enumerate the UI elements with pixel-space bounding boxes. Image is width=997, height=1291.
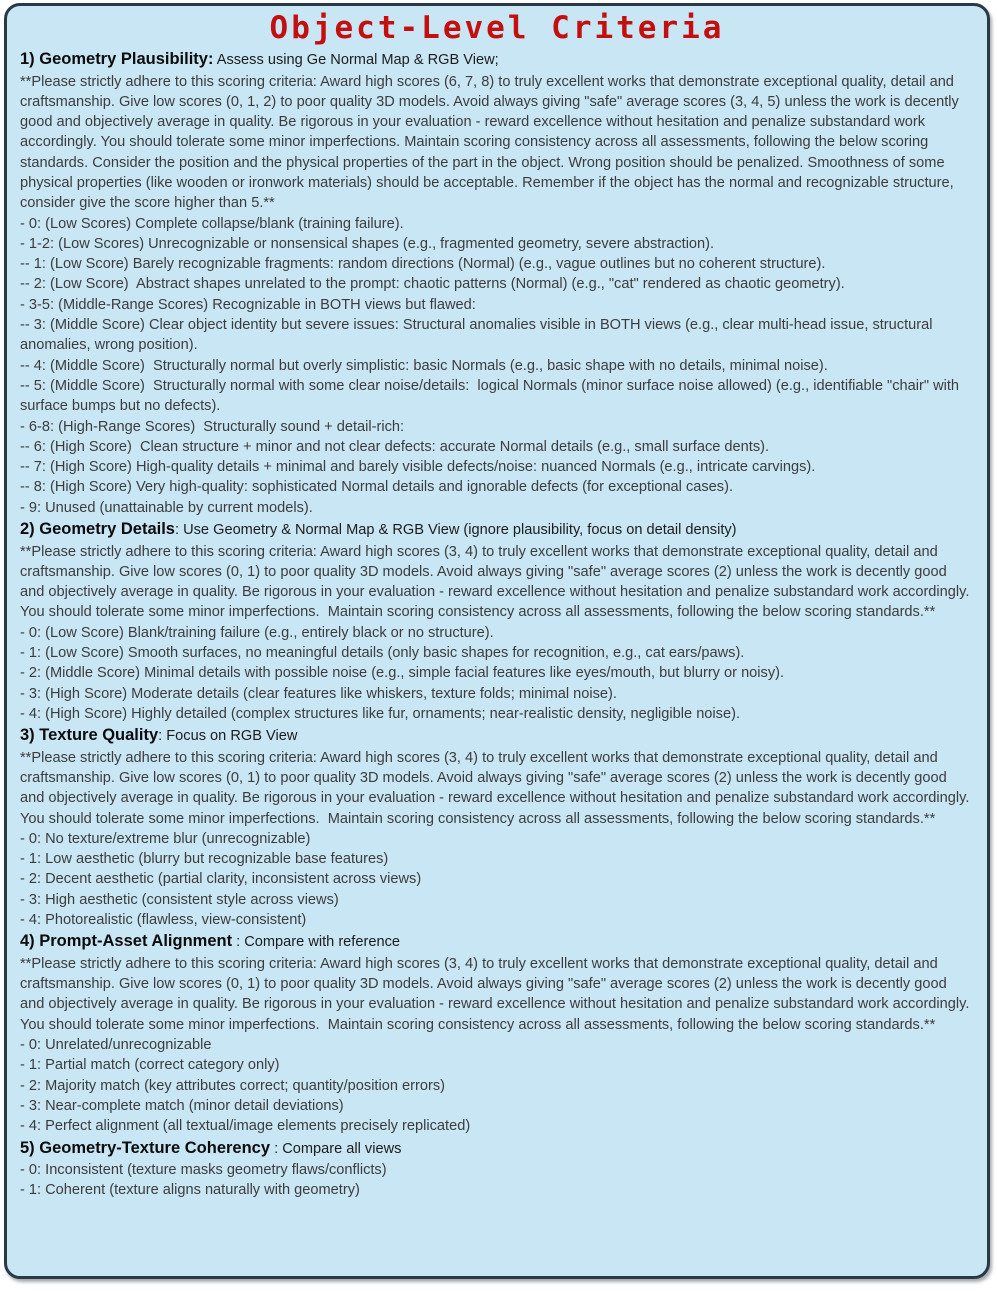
section-heading-subtitle: Assess using Ge Normal Map & RGB View;	[213, 52, 499, 68]
score-item: -- 2: (Low Score) Abstract shapes unrelated to the prompt: chaotic patterns (Normal) (e.g., "cat" rendered as chaotic geometry).	[20, 276, 845, 293]
score-item: -- 7: (High Score) High-quality details + minimal and barely visible defects/noise: nuanced Normals (e.g., intricate carvings).	[20, 459, 816, 476]
page-title: Object-Level Criteria	[269, 10, 725, 46]
score-item: - 0: (Low Score) Blank/training failure (e.g., entirely black or no structure).	[20, 624, 494, 641]
section-items	[20, 1035, 974, 1136]
section-preamble: **Please strictly adhere to this scoring criteria: Award high scores (3, 4) to truly excellent works that demonstrate exceptional quality, detail and craftsmanship. Give low scores (0, 1) to poor quality 3D models. Avoid always giving "safe" average scores (2) unless the work is decently good and objectively average in quality. Be rigorous in your evaluation - reward excellence without hesitation and penalize substandard work accordingly. You should tolerate some minor imperfections. Maintain scoring consistency across all assessments, following the below scoring standards.**	[20, 543, 974, 621]
criteria-panel	[4, 3, 990, 1279]
score-item: - 2: (Middle Score) Minimal details with possible noise (e.g., simple facial features like eyes/mouth, but blurry or noisy).	[20, 665, 785, 682]
section-heading-title: 1) Geometry Plausibility:	[20, 50, 214, 68]
criteria-section	[20, 931, 974, 1136]
section-heading-subtitle: : Focus on RGB View	[158, 728, 298, 745]
score-item: -- 6: (High Score) Clean structure + minor and not clear defects: accurate Normal details (e.g., small surface dents).	[20, 438, 770, 455]
score-item: - 0: Inconsistent (texture masks geometry flaws/conflicts)	[20, 1162, 387, 1179]
score-item: - 3: Near-complete match (minor detail deviations)	[20, 1097, 344, 1114]
score-item: -- 3: (Middle Score) Clear object identity but severe issues: Structural anomalies visible in BOTH views (e.g., clear multi-head issue, structural anomalies, wrong position).	[20, 317, 937, 354]
section-heading-title: 5) Geometry-Texture Coherency	[20, 1138, 271, 1157]
section-heading	[20, 49, 974, 72]
score-item: - 1: Low aesthetic (blurry but recognizable base features)	[20, 851, 389, 868]
section-heading	[20, 725, 974, 748]
score-item: - 1: (Low Score) Smooth surfaces, no meaningful details (only basic shapes for recognition, e.g., cat ears/paws).	[20, 645, 745, 662]
section-heading-subtitle: : Compare with reference	[232, 934, 400, 951]
score-item: -- 5: (Middle Score) Structurally normal with some clear noise/details: logical Normals (minor surface noise allowed) (e.g., identifiable "chair" with surface bumps but no defects).	[20, 377, 964, 415]
section-heading-subtitle: : Use Geometry & Normal Map & RGB View (ignore plausibility, focus on detail density)	[174, 522, 737, 539]
section-preamble: **Please strictly adhere to this scoring criteria: Award high scores (3, 4) to truly excellent works that demonstrate exceptional quality, detail and craftsmanship. Give low scores (0, 1) to poor quality 3D models. Avoid always giving "safe" average scores (2) unless the work is decently good and objectively average in quality. Be rigorous in your evaluation - reward excellence without hesitation and penalize substandard work accordingly. You should tolerate some minor imperfections. Maintain scoring consistency across all assessments, following the below scoring standards.**	[20, 749, 974, 827]
score-item: - 3: (High Score) Moderate details (clear features like whiskers, texture folds; minimal noise).	[20, 685, 617, 702]
score-item: - 3: High aesthetic (consistent style across views)	[20, 891, 339, 908]
score-item: - 0: Unrelated/unrecognizable	[20, 1037, 212, 1054]
section-items	[20, 1160, 974, 1201]
section-items	[20, 214, 974, 518]
score-item: - 4: Photorealistic (flawless, view-consistent)	[20, 912, 307, 929]
criteria-section	[20, 519, 974, 724]
score-item: -- 4: (Middle Score) Structurally normal but overly simplistic: basic Normals (e.g., basic shape with no details, minimal noise).	[20, 357, 828, 374]
section-items	[20, 829, 974, 930]
score-item: - 9: Unused (unattainable by current models).	[20, 499, 313, 516]
section-preamble: **Please strictly adhere to this scoring criteria: Award high scores (3, 4) to truly excellent works that demonstrate exceptional quality, detail and craftsmanship. Give low scores (0, 1) to poor quality 3D models. Avoid always giving "safe" average scores (2) unless the work is decently good and objectively average in quality. Be rigorous in your evaluation - reward excellence without hesitation and penalize substandard work accordingly. You should tolerate some minor imperfections. Maintain scoring consistency across all assessments, following the below scoring standards.**	[20, 955, 974, 1033]
criteria-section	[20, 725, 974, 930]
score-item: - 0: (Low Scores) Complete collapse/blank (training failure).	[20, 215, 404, 232]
section-heading-title: 3) Texture Quality	[20, 726, 159, 745]
score-item: - 2: Decent aesthetic (partial clarity, inconsistent across views)	[20, 871, 422, 888]
score-item: - 2: Majority match (key attributes correct; quantity/position errors)	[20, 1077, 445, 1094]
section-heading-title: 4) Prompt-Asset Alignment	[20, 932, 233, 951]
criteria-section	[20, 1138, 974, 1201]
score-item: -- 8: (High Score) Very high-quality: sophisticated Normal details and ignorable defects (for exceptional cases).	[20, 479, 734, 496]
section-heading-title: 2) Geometry Details	[20, 520, 175, 539]
score-item: - 4: (High Score) Highly detailed (complex structures like fur, ornaments; near-realistic density, negligible noise).	[20, 705, 740, 722]
section-heading	[20, 931, 974, 954]
criteria-section	[20, 49, 974, 518]
score-item: - 4: Perfect alignment (all textual/image elements precisely replicated)	[20, 1118, 471, 1135]
section-items	[20, 623, 974, 724]
section-heading	[20, 519, 974, 542]
score-item: - 6-8: (High-Range Scores) Structurally sound + detail-rich:	[20, 418, 405, 435]
score-item: -- 1: (Low Score) Barely recognizable fragments: random directions (Normal) (e.g., vague outlines but no coherent structure).	[20, 256, 826, 273]
score-item: - 0: No texture/extreme blur (unrecognizable)	[20, 830, 311, 847]
section-heading	[20, 1138, 974, 1161]
criteria-sections	[20, 49, 974, 1201]
score-item: - 1: Coherent (texture aligns naturally with geometry)	[20, 1182, 360, 1199]
section-heading-subtitle: : Compare all views	[270, 1140, 402, 1157]
section-preamble: **Please strictly adhere to this scoring criteria: Award high scores (6, 7, 8) to truly excellent works that demonstrate exceptional quality, detail and craftsmanship. Give low scores (0, 1, 2) to poor quality 3D models. Avoid always giving "safe" average scores (3, 4, 5) unless the work is decently good and objectively average in quality. Be rigorous in your evaluation - reward excellence without hesitation and penalize substandard work accordingly. You should tolerate some minor imperfections. Maintain scoring consistency across all assessments, following the below scoring standards. Consider the position and the physical properties of the part in the object. Wrong position should be penalized. Smoothness of some physical properties (like wooden or ironwork materials) should be acceptable. Remember if the object has the normal and recognizable structure, consider give the score higher than 5.**	[20, 73, 963, 212]
score-item: - 1: Partial match (correct category only)	[20, 1057, 280, 1074]
score-item: - 3-5: (Middle-Range Scores) Recognizable in BOTH views but flawed:	[20, 296, 476, 313]
score-item: - 1-2: (Low Scores) Unrecognizable or nonsensical shapes (e.g., fragmented geometry, severe abstraction).	[20, 235, 715, 252]
